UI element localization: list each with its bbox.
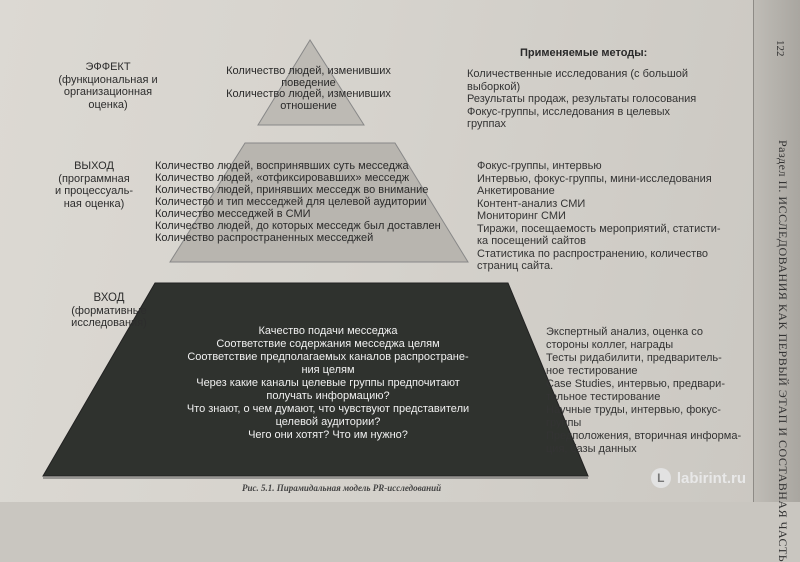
- method-line: страниц сайта.: [477, 260, 554, 272]
- methods-heading: Применяемые методы:: [520, 47, 648, 59]
- method-line: ное тестирование: [546, 365, 638, 377]
- pyramid-line: Через какие каналы целевые группы предпочитают: [196, 377, 460, 389]
- level-label-input: [64, 292, 154, 330]
- method-line: Фокус-группы, интервью: [477, 160, 602, 172]
- method-line: выборкой): [467, 80, 521, 93]
- pyramid-text-input: [170, 325, 486, 442]
- method-line: Количественные исследования (с большой: [467, 68, 688, 80]
- labirint-logo-icon: L: [651, 468, 671, 488]
- pyramid-line: Количество людей, воспринявших суть месседжа: [155, 160, 409, 172]
- pyramid-line: Количество распространенных месседжей: [155, 232, 374, 244]
- pyramid-line: получать информацию?: [266, 390, 390, 402]
- label-line: (функциональная и: [58, 73, 158, 86]
- pyramid-line: Количество людей, «отфиксировавших» месседж: [155, 172, 410, 184]
- label-line: оценка): [88, 98, 128, 111]
- method-line: Предположения, вторичная информа-: [546, 430, 742, 442]
- label-line: и процессуаль-: [55, 185, 133, 197]
- label-line: (программная: [58, 172, 130, 185]
- label-line: ная оценка): [63, 197, 125, 210]
- method-line: Тесты ридабилити, предваритель-: [546, 352, 722, 364]
- watermark: [651, 468, 746, 488]
- label-line: ВЫХОД: [74, 160, 114, 172]
- method-line: Мониторинг СМИ: [477, 210, 566, 222]
- method-line: Контент-анализ СМИ: [477, 197, 586, 210]
- pyramid-line: Соответствие предполагаемых каналов распростране-: [187, 351, 469, 363]
- method-line: Результаты продаж, результаты голосования: [467, 93, 697, 105]
- method-line: Статистика по распространению, количество: [477, 247, 709, 260]
- method-line: ция, базы данных: [546, 443, 637, 455]
- running-head: Раздел II. ИССЛЕДОВАНИЯ КАК ПЕРВЫЙ ЭТАП И СОСТАВНАЯ ЧАСТЬ: [776, 140, 790, 562]
- pyramid-line: Количество людей, изменивших: [226, 65, 391, 77]
- level-label-effect: [48, 61, 168, 111]
- pyramid-line: Что знают, о чем думают, что чувствуют представители: [186, 403, 470, 415]
- pyramid-line: Количество и тип месседжей для целевой аудитории: [155, 196, 427, 208]
- method-line: группы: [546, 417, 582, 429]
- pyramid-text-output: [155, 160, 441, 244]
- method-line: Экспертный анализ, оценка со: [546, 326, 703, 338]
- label-line: (формативные: [71, 304, 147, 317]
- label-line: ВХОД: [93, 292, 125, 304]
- methods-effect: [467, 68, 696, 131]
- pyramid-line: Количество месседжей в СМИ: [155, 208, 311, 220]
- method-line: Интервью, фокус-группы, мини-исследования: [477, 172, 712, 185]
- level-label-output: [44, 160, 144, 210]
- methods-output: [477, 160, 721, 273]
- method-line: Научные труды, интервью, фокус-: [546, 404, 721, 416]
- method-line: ка посещений сайтов: [477, 235, 587, 247]
- method-line: тельное тестирование: [546, 391, 661, 403]
- figure-caption: Рис. 5.1. Пирамидальная модель PR-исследований: [242, 483, 442, 493]
- label-line: ЭФФЕКТ: [85, 61, 131, 73]
- method-line: группах: [467, 118, 507, 130]
- pyramid-line: Количество людей, до которых месседж был доставлен: [155, 220, 441, 232]
- pyramid-line: поведение: [281, 76, 336, 89]
- method-line: Case Studies, интервью, предвари-: [546, 378, 725, 390]
- method-line: Тиражи, посещаемость мероприятий, статисти-: [477, 222, 721, 235]
- pyramid-line: Чего они хотят? Что им нужно?: [248, 429, 408, 441]
- method-line: Анкетирование: [477, 185, 555, 197]
- watermark-text: labirint.ru: [676, 469, 746, 487]
- label-line: исследования): [71, 317, 147, 329]
- pyramid-line: Количество людей, принявших месседж во внимание: [155, 184, 429, 196]
- pyramid-text-effect: [221, 66, 396, 112]
- pyramid-line: Количество людей, изменивших: [226, 88, 391, 100]
- pyramid-line: ния целям: [301, 364, 355, 376]
- pyramid-line: целевой аудитории?: [275, 416, 381, 428]
- methods-input: [546, 326, 741, 456]
- page-spine: [753, 0, 800, 562]
- pyramid-line: Качество подачи месседжа: [258, 325, 398, 337]
- method-line: Фокус-группы, исследования в целевых: [467, 105, 671, 118]
- method-line: стороны коллег, награды: [546, 339, 674, 351]
- page-number: 122: [774, 40, 786, 57]
- pyramid-line: Соответствие содержания месседжа целям: [216, 338, 440, 350]
- label-line: организационная: [63, 86, 153, 98]
- pyramid-line: отношение: [280, 99, 337, 112]
